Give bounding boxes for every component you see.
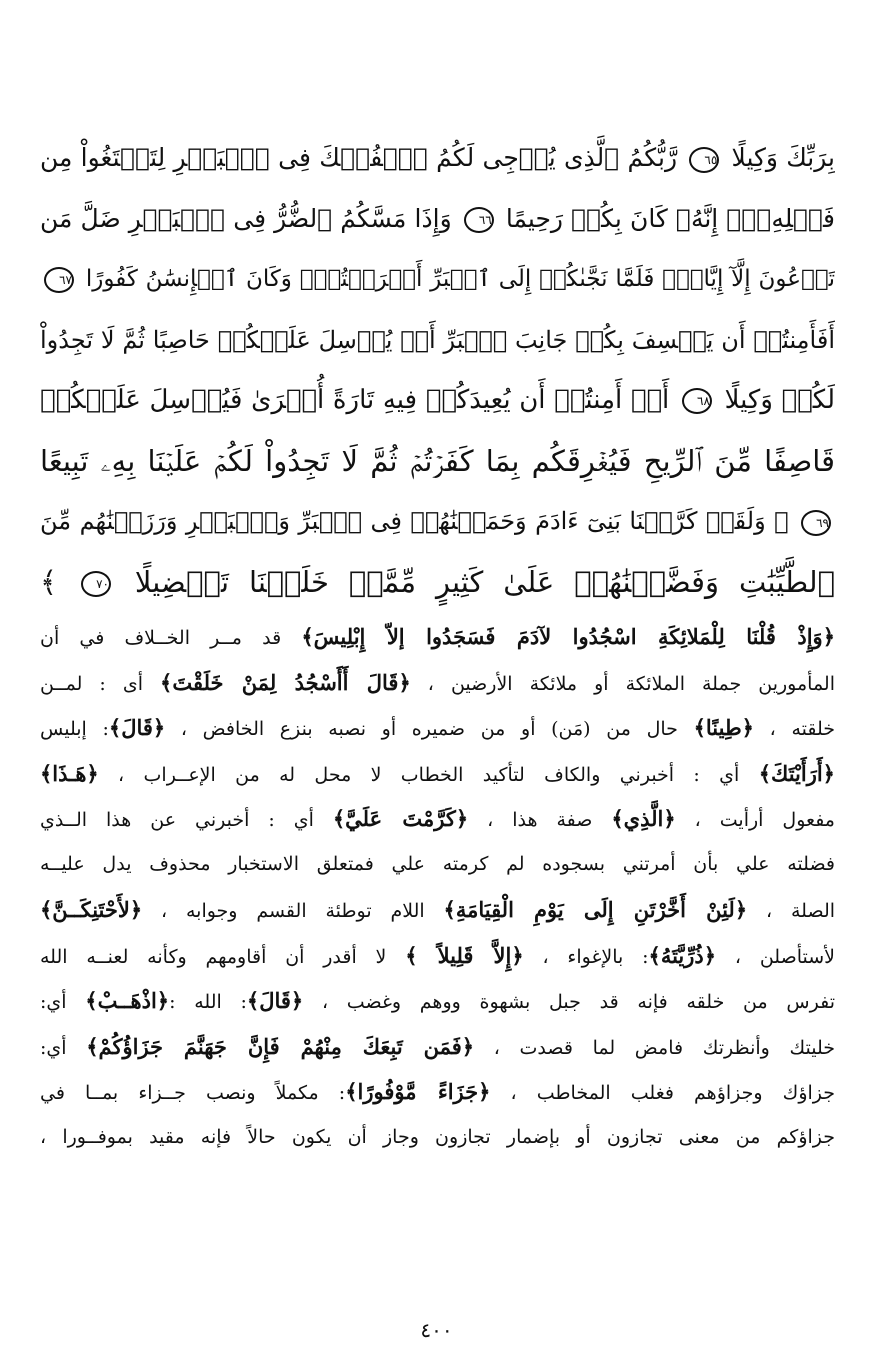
text-segment: : بالإغواء ، — [523, 945, 649, 968]
text-segment: تَدۡعُونَ إِلَّآ إِيَّاهُۖ فَلَمَّا نَجَّىٰكُمۡ إِلَى ٱلۡبَرِّ أَعۡرَضۡتُمۡۚ وَكَانَ ٱلۡإِنسَٰنُ كَفُورًا — [78, 266, 835, 292]
tafsir-line — [40, 887, 835, 933]
text-segment: أى : لمــن — [40, 672, 161, 695]
quoted-quran-phrase: ﴿أَرَأَيْتَكَ﴾ — [758, 760, 835, 786]
quoted-quran-phrase: ﴿لأَحْتَنِكَــنَّ﴾ — [40, 897, 143, 922]
text-segment: المأمورين جملة الملائكة أو ملائكة الأرضين ، — [410, 672, 835, 695]
tafsir-line — [40, 933, 835, 979]
tafsir-line — [40, 796, 835, 842]
text-segment: ﴾ — [40, 564, 77, 599]
tafsir-line — [40, 978, 835, 1024]
quoted-quran-phrase: ﴿قَالَ﴾ — [246, 988, 304, 1013]
verse-line — [40, 370, 835, 431]
text-segment: صفة هذا ، — [468, 809, 612, 831]
text-segment: أي: — [40, 1036, 87, 1059]
verse-line — [40, 491, 835, 552]
text-segment: : مكملاً ونصب جــزاء بمــا في — [40, 1082, 346, 1104]
quoted-quran-phrase: ﴿الَّذِي﴾ — [611, 806, 676, 831]
tafsir-line — [40, 1024, 835, 1070]
text-segment: مفعول أرأيت ، — [675, 809, 835, 831]
quoted-quran-phrase: ﴿قَالَ﴾ — [108, 715, 166, 740]
text-segment: جزاؤكم من معنى تجازون أو بإضمار تجازون وجاز أن يكون حالاً فإنه مقيد بموفــورا ، — [40, 1125, 835, 1148]
text-segment: لأستأصلن ، — [716, 945, 835, 968]
quoted-quran-phrase: ﴿وَإِذْ قُلْنَا لِلْمَلائِكَةِ اسْجُدُوا لآدَمَ فَسَجَدُوا إلاّ إِبْلِيسَ﴾ — [301, 624, 835, 649]
text-segment: : الله : — [169, 991, 247, 1013]
text-segment: بِرَبِّكَ وَكِيلًا — [723, 143, 835, 172]
text-segment: خليتك وأنظرتك فامض لما قصدت ، — [474, 1036, 835, 1059]
text-segment: ٱلطَّيِّبَٰتِ وَفَضَّلۡنَٰهُمۡ عَلَىٰ كَثِيرٍ مِّمَّنۡ خَلَقۡنَا تَفۡضِيلًا — [114, 564, 835, 599]
text-segment: ۞ وَلَقَدۡ كَرَّمۡنَا بَنِىٓ ءَادَمَ وَحَمَلۡنَٰهُمۡ فِى ٱلۡبَرِّ وَٱلۡبَحۡرِ وَرَزَقۡنَٰهُم مِّنَ — [40, 507, 797, 535]
tafsir-line — [40, 1069, 835, 1115]
text-segment: وَإِذَا مَسَّكُمُ ٱلضُّرُّ فِى ٱلۡبَحۡرِ ضَلَّ مَن — [40, 203, 460, 233]
text-segment: فَضۡلِهِۦٓۚ إِنَّهُۥ كَانَ بِكُمۡ رَحِيمًا — [497, 203, 835, 233]
text-segment: أي : أخبرني عن هذا الــذي — [40, 809, 333, 831]
verse-number-marker: ٦٩ — [801, 510, 831, 536]
tafsir-line — [40, 1115, 835, 1161]
text-segment: أي: — [40, 991, 86, 1013]
text-segment: جزاؤك وجزاؤهم فغلب المخاطب ، — [490, 1082, 835, 1104]
text-segment: الصلة ، — [747, 900, 835, 922]
quoted-quran-phrase: ﴿جَزَاءً مَّوْفُورًا﴾ — [345, 1079, 491, 1104]
quoted-quran-phrase: ﴿إِلاَّ قَلِيلاً ﴾ — [405, 942, 524, 968]
verse-number-marker: ٦٨ — [682, 388, 712, 414]
verse-line — [40, 128, 835, 189]
verse-line — [40, 552, 835, 613]
tafsir-line — [40, 614, 835, 660]
text-segment: أَمۡ أَمِنتُمۡ أَن يُعِيدَكُمۡ فِيهِ تَارَةً أُخۡرَىٰ فَيُرۡسِلَ عَلَيۡكُمۡ — [40, 385, 678, 415]
tafsir-line — [40, 751, 835, 797]
tafsir-commentary-block — [40, 614, 835, 1160]
text-segment: لا أقدر أن أقاومهم وكأنه لعنــه الله — [40, 945, 406, 968]
tafsir-line — [40, 705, 835, 751]
verse-line — [40, 249, 835, 310]
quoted-quran-phrase: ﴿فَمَن تَبِعَكَ مِنْهُمْ فَإِنَّ جَهَنَّمَ جَزَاؤُكُمْ﴾ — [86, 1033, 475, 1059]
quoted-quran-phrase: ﴿طِينًا﴾ — [693, 715, 754, 740]
quran-verses-block — [40, 128, 835, 612]
text-segment: رَّبُّكُمُ ٱلَّذِى يُزۡجِى لَكُمُ ٱلۡفُلۡكَ فِى ٱلۡبَحۡرِ لِتَبۡتَغُواْ مِن — [40, 143, 686, 172]
text-segment: قد مــر الخــلاف في أن — [40, 627, 302, 649]
text-segment: حال من (مَن) أو من ضميره أو نصبه بنزع الخافض ، — [165, 718, 694, 740]
verse-line — [40, 189, 835, 250]
text-segment: اللام توطئة القسم وجوابه ، — [142, 900, 444, 922]
text-segment: قَاصِفًا مِّنَ ٱلرِّيحِ فَيُغۡرِقَكُم بِمَا كَفَرۡتُمۡ ثُمَّ لَا تَجِدُواْ لَكُمۡ عَلَيۡنَا بِهِۦ تَبِيعًا — [40, 443, 835, 478]
verse-number-marker: ٦٥ — [689, 147, 719, 173]
page-number: ٤٠٠ — [420, 1318, 453, 1342]
quoted-quran-phrase: ﴿كَرَّمْتَ عَلَيَّ﴾ — [332, 806, 469, 831]
text-segment: فضلته علي بأن أمرتني بسجوده لم كرمته علي فمتعلق الاستخبار محذوف يدل عليــه — [40, 852, 835, 875]
verse-number-marker: ٧٠ — [81, 571, 111, 597]
text-segment: تفرس من خلقه فإنه قد جبل بشهوة ووهم وغضب ، — [303, 991, 835, 1013]
verse-number-marker: ٦٧ — [44, 267, 74, 293]
verse-number-marker: ٦٦ — [464, 207, 494, 233]
verse-line — [40, 431, 835, 492]
text-segment: أَفَأَمِنتُمۡ أَن يَخۡسِفَ بِكُمۡ جَانِبَ ٱلۡبَرِّ أَوۡ يُرۡسِلَ عَلَيۡكُمۡ حَاصِبًا ثُمَّ لَا تَجِدُواْ — [40, 325, 835, 354]
quoted-quran-phrase: ﴿هَـذَا﴾ — [40, 760, 99, 786]
verse-line — [40, 310, 835, 371]
quoted-quran-phrase: ﴿ذُرِّيَّتَهُ﴾ — [648, 942, 717, 968]
text-segment: خلقته ، — [753, 718, 835, 740]
tafsir-line — [40, 660, 835, 706]
text-segment: أي : أخبرني والكاف لتأكيد الخطاب لا محل له من الإعــراب ، — [98, 763, 759, 786]
tafsir-line — [40, 842, 835, 888]
text-segment: لَكُمۡ وَكِيلًا — [715, 385, 835, 415]
quoted-quran-phrase: ﴿قَالَ أَأَسْجُدُ لِمَنْ خَلَقْتَ﴾ — [160, 669, 411, 695]
quoted-quran-phrase: ﴿اذْهَــبْ﴾ — [85, 988, 170, 1013]
quoted-quran-phrase: ﴿لَئِنْ أَخَّرْتَنِ إِلَى يَوْمِ الْقِيَامَةِ﴾ — [443, 897, 748, 922]
text-segment: : إبليس — [40, 718, 109, 740]
